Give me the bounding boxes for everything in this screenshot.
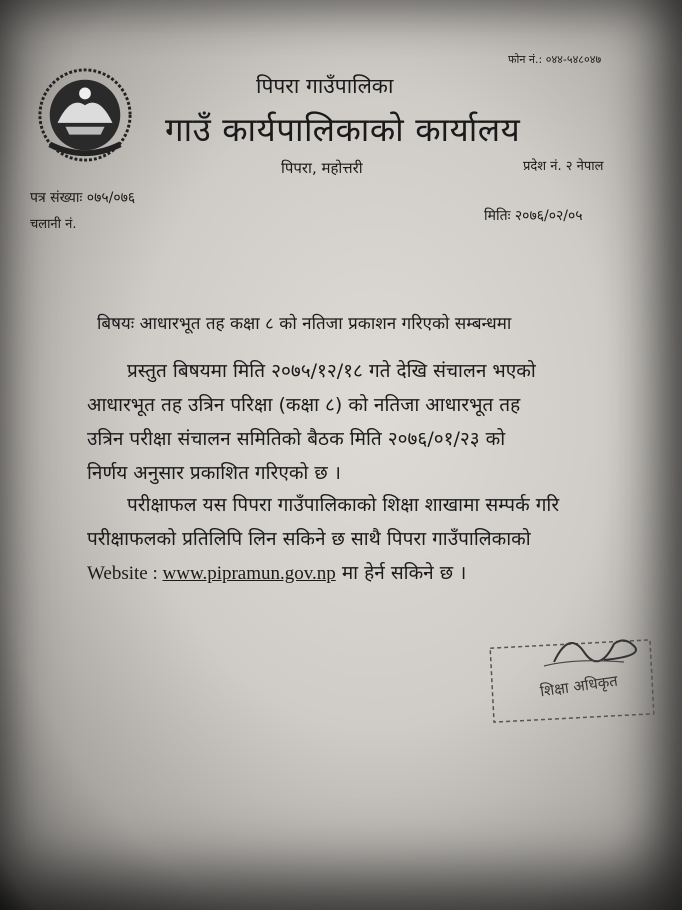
website-label: Website : <box>87 563 163 584</box>
dispatch-number: चलानी नं. <box>30 217 77 232</box>
stamp-text: शिक्षा अधिकृत <box>538 671 619 701</box>
body-line: परीक्षाफलको प्रतिलिपि लिन सकिने छ साथै पिपरा गाउँपालिकाको <box>87 528 531 550</box>
phone-number: फोन नं.: ०४४-५४८०४७ <box>508 53 602 66</box>
province-label: प्रदेश नं. २ नेपाल <box>523 159 604 174</box>
office-name: गाउँ कार्यपालिकाको कार्यालय <box>165 110 521 149</box>
office-location: पिपरा, महोत्तरी <box>281 159 363 177</box>
body-paragraph-2 <box>87 488 635 591</box>
letter-number: पत्र संख्याः ०७५/०७६ <box>30 190 136 206</box>
subject-line: बिषयः आधारभूत तह कक्षा ८ को नतिजा प्रकाशन गरिएको सम्बन्धमा <box>97 314 512 334</box>
website-line <box>87 556 635 591</box>
website-line-rest: मा हेर्न सकिने छ । <box>335 562 467 584</box>
website-link[interactable]: www.pipramun.gov.np <box>162 563 336 584</box>
org-name: पिपरा गाउँपालिका <box>256 74 394 98</box>
nepal-emblem-icon <box>36 66 134 164</box>
letter-date: मितिः २०७६/०२/०५ <box>484 208 583 224</box>
body-line: उत्रिन परीक्षा संचालन समितिको बैठक मिति २०७६/०१/२३ को <box>87 428 506 450</box>
body-paragraph-1 <box>87 354 635 490</box>
body-line: आधारभूत तह उत्रिन परिक्षा (कक्षा ८) को नतिजा आधारभूत तह <box>87 394 521 416</box>
body-line: निर्णय अनुसार प्रकाशित गरिएको छ । <box>87 462 341 484</box>
body-line: परीक्षाफल यस पिपरा गाउँपालिकाको शिक्षा शाखामा सम्पर्क गरि <box>127 494 560 516</box>
official-stamp <box>484 622 660 728</box>
body-line: प्रस्तुत बिषयमा मिति २०७५/१२/१८ गते देखि संचालन भएको <box>127 360 536 382</box>
